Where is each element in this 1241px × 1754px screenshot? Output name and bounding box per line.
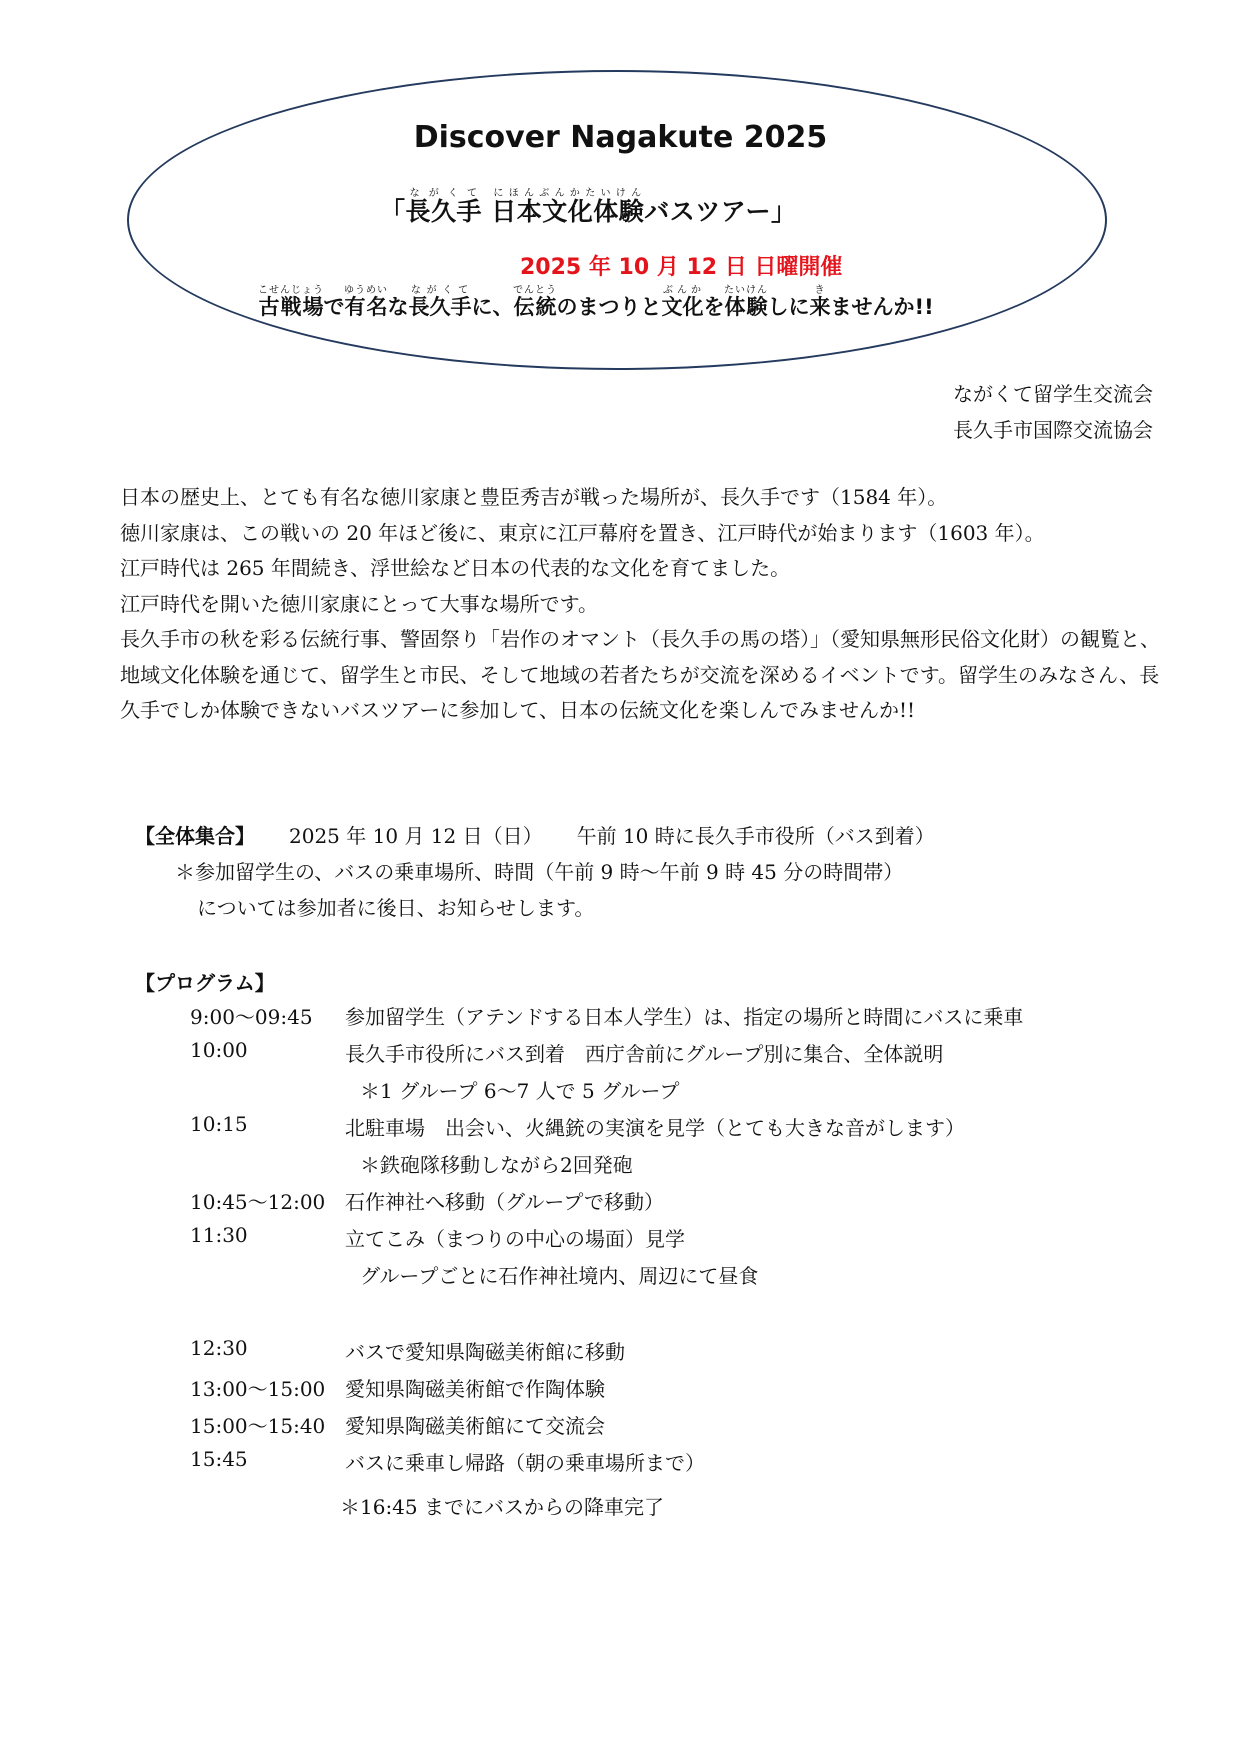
tagline-word: 文化ぶんか xyxy=(661,285,704,319)
schedule-description: ＊1 グループ 6～7 人で 5 グループ xyxy=(360,1079,680,1103)
tagline-text: しに xyxy=(767,295,810,319)
tagline-furigana: こせんじょう xyxy=(258,285,324,296)
schedule-time: 13:00～15:00 xyxy=(190,1377,326,1401)
schedule-description: 立てこみ（まつりの中心の場面）見学 xyxy=(345,1227,685,1251)
intro-paragraph-5: 長久手市の秋を彩る伝統行事、警固祭り「岩作のオマント（長久手の馬の塔）」（愛知県無形民俗文化財）の観覧と、地域文化体験を通じて、留学生と市民、そして地域の若者たちが交流を深めるイベントです。留学生のみなさん、長久手でしか体験できないバスツアーに参加して、日本の伝統文化を楽しんでみませんか!! xyxy=(120,627,1160,722)
schedule-description: グループごとに石作神社境内、周辺にて昼食 xyxy=(360,1264,759,1288)
organizers xyxy=(953,376,1153,448)
event-date: 2025 年 10 月 12 日 日曜開催 xyxy=(520,255,843,280)
gathering-note-1: ＊参加留学生の、バスの乗車場所、時間（午前 9 時～午前 9 時 45 分の時間帯） xyxy=(175,860,904,884)
schedule-description: 愛知県陶磁美術館にて交流会 xyxy=(345,1414,605,1438)
subtitle-furigana: ながくて xyxy=(405,188,483,199)
intro-text xyxy=(120,480,1160,729)
schedule-description: バスに乗車し帰路（朝の乗車場所まで） xyxy=(345,1451,705,1475)
tagline-text: に、 xyxy=(471,295,514,319)
tagline-text: ませんか!! xyxy=(830,295,934,319)
intro-paragraph-3: 江戸時代は 265 年間続き、浮世絵など日本の代表的な文化を育てました。 xyxy=(120,556,791,580)
tagline-word: 有名ゆうめい xyxy=(344,285,388,319)
tagline-text: を xyxy=(703,295,725,319)
subtitle-bracket-open: 「 xyxy=(380,197,406,226)
tagline-text: で xyxy=(323,295,345,319)
tagline-word: 来き xyxy=(809,285,831,319)
tagline-word: 長久手ながくて xyxy=(408,285,472,319)
schedule-description: 北駐車場 出会い、火縄銃の実演を見学（とても大きな音がします） xyxy=(345,1116,965,1140)
intro-paragraph-1: 日本の歴史上、とても有名な徳川家康と豊臣秀吉が戦った場所が、長久手です（1584 年）。 xyxy=(120,485,948,509)
intro-paragraph-4: 江戸時代を開いた徳川家康にとって大事な場所です。 xyxy=(120,591,598,616)
schedule-time: 12:30 xyxy=(190,1336,248,1360)
gathering-note-2: については参加者に後日、お知らせします。 xyxy=(197,896,595,920)
tagline-word: 伝統でんとう xyxy=(513,285,557,319)
schedule-time: 10:15 xyxy=(190,1112,248,1136)
tagline-furigana: でんとう xyxy=(513,285,557,296)
tagline-text: な xyxy=(387,295,409,319)
schedule-description: バスで愛知県陶磁美術館に移動 xyxy=(345,1340,625,1364)
gathering-section xyxy=(135,818,935,926)
tagline-line xyxy=(258,285,1038,321)
program-final-note: ＊16:45 までにバスからの降車完了 xyxy=(340,1495,664,1519)
subtitle-text xyxy=(482,197,491,226)
tagline-word: 古戦場こせんじょう xyxy=(258,285,324,319)
schedule-time: 10:00 xyxy=(190,1038,248,1062)
schedule-time: 9:00～09:45 xyxy=(190,1005,313,1029)
schedule-description: 長久手市役所にバス到着 西庁舎前にグループ別に集合、全体説明 xyxy=(345,1042,944,1066)
subtitle-furigana: にほんぶんかたいけん xyxy=(491,188,645,199)
schedule-time: 10:45～12:00 xyxy=(190,1190,326,1214)
gathering-heading: 【全体集合】 xyxy=(135,824,255,848)
subtitle-line xyxy=(380,188,880,228)
schedule-description: 愛知県陶磁美術館で作陶体験 xyxy=(345,1377,605,1401)
subtitle-bracket-close: 」 xyxy=(771,197,797,226)
gathering-date: 2025 年 10 月 12 日（日） xyxy=(289,824,543,848)
schedule-description: 参加留学生（アテンドする日本人学生）は、指定の場所と時間にバスに乗車 xyxy=(345,1005,1024,1029)
organizer-1: ながくて留学生交流会 xyxy=(953,382,1153,406)
tagline-furigana: たいけん xyxy=(724,285,768,296)
gathering-row xyxy=(135,818,935,854)
event-tagline xyxy=(258,285,1038,321)
subtitle-text: バスツアー xyxy=(644,197,772,226)
subtitle-word: 長久手ながくて xyxy=(405,188,483,226)
event-subtitle xyxy=(380,188,880,228)
schedule-description: 石作神社へ移動（グループで移動） xyxy=(345,1190,664,1214)
tagline-furigana: ゆうめい xyxy=(344,285,388,296)
intro-paragraph-2: 徳川家康は、この戦いの 20 年ほど後に、東京に江戸幕府を置き、江戸時代が始まります（1603 年）。 xyxy=(120,520,1045,545)
gathering-time: 午前 10 時に長久手市役所（バス到着） xyxy=(576,824,935,848)
tagline-text: のまつりと xyxy=(556,295,662,319)
tagline-furigana: ぶんか xyxy=(661,285,704,296)
tagline-furigana: き xyxy=(809,285,831,296)
schedule-time: 11:30 xyxy=(190,1223,248,1247)
tagline-word: 体験たいけん xyxy=(724,285,768,319)
subtitle-word: 日本文化体験にほんぶんかたいけん xyxy=(491,188,645,226)
tagline-furigana: ながくて xyxy=(408,285,472,296)
schedule-time: 15:00～15:40 xyxy=(190,1414,326,1438)
event-title: Discover Nagakute 2025 xyxy=(413,120,828,155)
schedule-time: 15:45 xyxy=(190,1447,248,1471)
program-heading: 【プログラム】 xyxy=(135,971,275,995)
organizer-2: 長久手市国際交流協会 xyxy=(953,418,1153,442)
schedule-description: ＊鉄砲隊移動しながら2回発砲 xyxy=(360,1153,633,1177)
